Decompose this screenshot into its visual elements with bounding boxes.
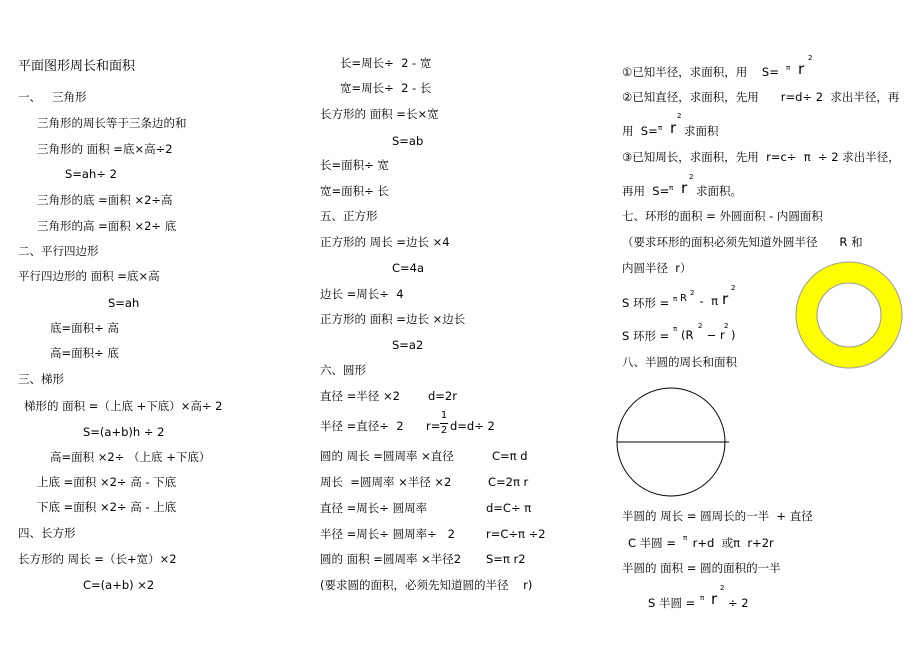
exponent: 2	[698, 322, 703, 330]
formula-line: 求面积。	[696, 184, 742, 198]
formula-line: S=(a+b)h ÷ 2	[83, 425, 165, 439]
section-heading-annulus: 七、环形的面积 = 外圆面积 - 内圆面积	[622, 209, 823, 223]
exponent: 2	[808, 54, 813, 62]
formula-line: 求面积	[684, 124, 719, 138]
pi-symbol: π	[669, 184, 674, 192]
pi-symbol: π	[658, 124, 663, 132]
formula-line: - π	[696, 294, 719, 308]
formula-line: 半圆的 周长 = 圆周长的一半 + 直径	[622, 509, 813, 523]
formula-line: ③已知周长，求面积，先用 r=c÷ π ÷ 2 求出半径，	[622, 150, 900, 164]
pi-symbol: π	[673, 325, 678, 333]
formula-line: d=C÷ π	[486, 501, 532, 515]
formula-line: 三角形的 面积 =底×高÷2	[37, 142, 173, 156]
formula-line: 长=周长÷ 2 - 宽	[340, 56, 432, 70]
formula-line: ①已知半径，求面积，用 S=	[622, 65, 779, 79]
formula-line: 正方形的 面积 =边长 ×边长	[320, 312, 466, 326]
formula-line: (R	[681, 328, 694, 342]
section-heading-parallelogram: 二、平行四边形	[18, 244, 99, 258]
note-line: (要求圆的面积，必须先知道圆的半径 r)	[320, 578, 533, 592]
note-line: （要求环形的面积必须先知道外圆半径 R 和	[622, 235, 863, 249]
annulus-inner-hole	[817, 283, 881, 347]
exponent: 2	[724, 322, 729, 330]
formula-fraction-prefix: r=	[426, 419, 441, 433]
pi-symbol: π	[786, 64, 791, 72]
page-title: 平面图形周长和面积	[18, 59, 136, 74]
formula-line: 圆的 周长 =圆周率 ×直径	[320, 449, 454, 463]
note-line: 内圆半径 r）	[622, 261, 692, 275]
exponent: 2	[677, 112, 682, 120]
formula-line: S=ah	[108, 296, 140, 310]
section-heading-circle: 六、圆形	[320, 363, 366, 377]
formula-line: S=π r2	[486, 552, 526, 566]
formula-line: 底=面积÷ 高	[50, 321, 119, 335]
formula-line: 宽=面积÷ 长	[320, 184, 389, 198]
annulus-figure	[793, 259, 905, 371]
section-heading-trapezoid: 三、梯形	[18, 372, 64, 386]
formula-line: 周长 =圆周率 ×半径 ×2	[320, 475, 452, 489]
radius-symbol: R	[680, 293, 687, 304]
formula-line: 半圆的 面积 = 圆的面积的一半	[622, 561, 781, 575]
radius-symbol: r	[670, 119, 677, 137]
exponent: 2	[689, 173, 694, 181]
formula-line: 长=面积÷ 宽	[320, 158, 389, 172]
pi-symbol: π	[673, 295, 678, 303]
fraction-denominator: 2	[440, 425, 448, 436]
section-heading-rectangle: 四、长方形	[18, 526, 76, 540]
formula-line: C=2π r	[488, 475, 529, 489]
radius-symbol: r	[681, 179, 688, 197]
formula-line: C 半圆 =	[628, 536, 676, 550]
radius-symbol: r	[711, 590, 718, 608]
formula-line: 宽=周长÷ 2 - 长	[340, 81, 432, 95]
formula-line: C=(a+b) ×2	[83, 578, 155, 592]
formula-line: − r	[703, 328, 725, 342]
formula-line: C=π d	[492, 449, 528, 463]
fraction-numerator: 1	[440, 410, 448, 421]
formula-line: 下底 =面积 ×2÷ 高 - 上底	[37, 500, 177, 514]
formula-line: 高=面积 ×2÷ （上底 +下底）	[50, 450, 211, 464]
formula-line: 正方形的 周长 =边长 ×4	[320, 235, 450, 249]
radius-symbol: r	[798, 60, 805, 78]
formula-line: 长方形的 面积 =长×宽	[320, 107, 439, 121]
formula-line: S 环形 =	[622, 329, 670, 343]
section-heading-square: 五、正方形	[320, 209, 378, 223]
formula-line: S=a2	[392, 338, 424, 352]
formula-line: 用 S=	[622, 124, 658, 138]
formula-line: ②已知直径，求面积，先用 r=d÷ 2 求出半径，再	[622, 90, 900, 104]
formula-line: r=C÷π ÷2	[486, 527, 546, 541]
exponent: 2	[720, 584, 725, 592]
exponent: 2	[690, 289, 695, 297]
formula-line: ÷ 2	[728, 596, 749, 610]
section-heading-semicircle: 八、半圆的周长和面积	[622, 355, 737, 369]
formula-line: 三角形的底 =面积 ×2÷高	[37, 193, 173, 207]
section-heading-triangle: 一、 三角形	[18, 90, 87, 104]
formula-line: S=ah÷ 2	[65, 167, 117, 181]
formula-line: S=ab	[392, 134, 424, 148]
formula-fraction-suffix: d=d÷ 2	[450, 419, 495, 433]
exponent: 2	[731, 284, 736, 292]
formula-line: 上底 =面积 ×2÷ 高 - 下底	[37, 475, 177, 489]
formula-line: 三角形的高 =面积 ×2÷ 底	[37, 219, 177, 233]
formula-line: 高=面积÷ 底	[50, 346, 119, 360]
radius-symbol: r	[722, 290, 729, 308]
formula-line: S 环形 =	[622, 296, 670, 310]
formula-line: 直径 =半径 ×2	[320, 389, 400, 403]
pi-symbol: π	[700, 594, 705, 602]
formula-line: 半径 =周长÷ 圆周率÷ 2	[320, 527, 456, 541]
pi-symbol: π	[683, 534, 688, 542]
formula-line: 三角形的周长等于三条边的和	[37, 116, 187, 130]
formula-line: C=4a	[392, 261, 425, 275]
formula-line: 边长 =周长÷ 4	[320, 287, 404, 301]
formula-line: 直径 =周长÷ 圆周率	[320, 501, 428, 515]
formula-line: 梯形的 面积 =（上底 +下底）×高÷ 2	[24, 399, 223, 413]
formula-line: 半径 =直径÷ 2	[320, 419, 404, 433]
formula-line: 长方形的 周长 =（长+宽）×2	[18, 552, 177, 566]
fraction-bar	[440, 423, 448, 424]
formula-line: 再用 S=	[622, 184, 670, 198]
formula-line: S 半圆 =	[648, 596, 696, 610]
formula-line: d=2r	[428, 389, 457, 403]
formula-line: )	[731, 328, 736, 342]
formula-line: 圆的 面积 =圆周率 ×半径2	[320, 552, 462, 566]
formula-line: r+d 或π r+2r	[689, 536, 774, 550]
formula-line: 平行四边形的 面积 =底×高	[18, 269, 160, 283]
semicircle-figure	[617, 385, 731, 499]
